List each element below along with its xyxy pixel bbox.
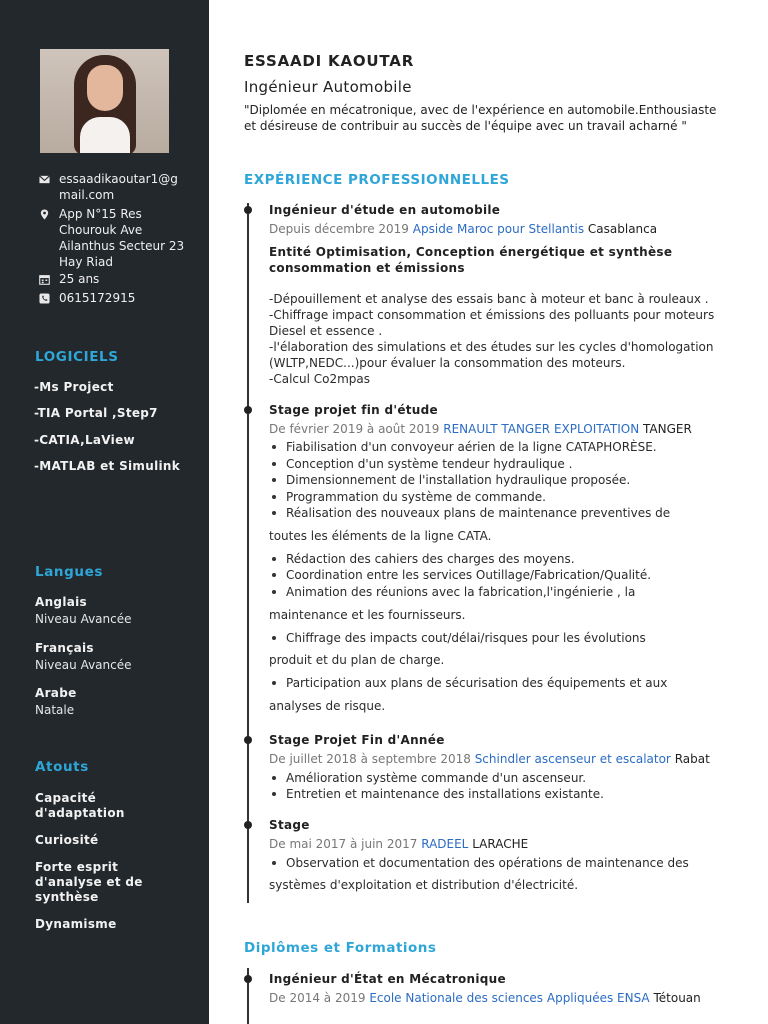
bullet-text: Dimensionnement de l'installation hydraulique proposée. bbox=[286, 473, 631, 487]
bullet-item bbox=[272, 473, 630, 487]
experience-city: TANGER bbox=[643, 422, 692, 436]
language-name: Français bbox=[35, 641, 94, 655]
experience-title: Stage Projet Fin d'Année bbox=[269, 733, 445, 747]
timeline-dot bbox=[244, 206, 252, 214]
software-item: -TIA Portal ,Step7 bbox=[34, 406, 158, 420]
bullet-item bbox=[272, 568, 651, 582]
experience-title: Stage projet fin d'étude bbox=[269, 403, 438, 417]
asset-item: Curiosité bbox=[35, 833, 99, 847]
language-level: Niveau Avancée bbox=[35, 612, 132, 626]
experience-city: LARACHE bbox=[472, 837, 529, 851]
bullet-text: Entretien et maintenance des installations existante. bbox=[286, 787, 604, 801]
bullet-item bbox=[272, 676, 667, 690]
education-school: Ecole Nationale des sciences Appliquées ENSA bbox=[369, 991, 650, 1005]
experience-date: De mai 2017 à juin 2017 bbox=[269, 837, 418, 851]
bullet-text: Rédaction des cahiers des charges des moyens. bbox=[286, 552, 575, 566]
experience-city: Casablanca bbox=[587, 222, 658, 236]
education-title: Ingénieur d'État en Mécatronique bbox=[269, 972, 506, 986]
phone-text: 0615172915 bbox=[59, 291, 136, 305]
software-heading: LOGICIELS bbox=[35, 349, 119, 365]
language-name: Anglais bbox=[35, 595, 87, 609]
experience-meta bbox=[269, 752, 710, 766]
timeline-dot bbox=[244, 975, 252, 983]
bullet-item bbox=[272, 506, 670, 520]
experience-meta bbox=[269, 222, 657, 236]
bullet-item bbox=[272, 552, 575, 566]
experience-title: Ingénieur d'étude en automobile bbox=[269, 203, 501, 217]
experience-city: Rabat bbox=[674, 752, 710, 766]
bullet-item bbox=[272, 631, 646, 645]
experience-subtitle: Entité Optimisation, Conception énergétique et synthèse consommation et émissions bbox=[269, 245, 673, 275]
bullet-text: Animation des réunions avec la fabrication,l'ingénierie , la bbox=[286, 585, 636, 599]
bullet-text: Conception d'un système tendeur hydraulique . bbox=[286, 457, 573, 471]
age-text: 25 ans bbox=[59, 272, 100, 286]
education-heading: Diplômes et Formations bbox=[244, 940, 437, 956]
candidate-name: ESSAADI KAOUTAR bbox=[244, 52, 415, 70]
experience-company: Apside Maroc pour Stellantis bbox=[412, 222, 585, 236]
bullet-continuation: systèmes d'exploitation et distribution d'électricité. bbox=[269, 878, 579, 892]
job-title: Ingénieur Automobile bbox=[244, 78, 412, 96]
experience-meta bbox=[269, 837, 528, 851]
bullet-text: Programmation du système de commande. bbox=[286, 490, 546, 504]
experience-company: RENAULT TANGER EXPLOITATION bbox=[443, 422, 640, 436]
education-city: Tétouan bbox=[653, 991, 701, 1005]
contact-age bbox=[36, 271, 186, 287]
bullet-item bbox=[272, 787, 604, 801]
experience-title: Stage bbox=[269, 818, 310, 832]
experience-heading: EXPÉRIENCE PROFESSIONNELLES bbox=[244, 172, 510, 188]
contact-phone bbox=[36, 290, 186, 306]
mail-icon bbox=[36, 171, 52, 203]
bullet-text: Réalisation des nouveaux plans de maintenance preventives de bbox=[286, 506, 671, 520]
timeline-dot bbox=[244, 821, 252, 829]
experience-timeline bbox=[247, 203, 249, 903]
phone-icon bbox=[36, 290, 52, 306]
language-name: Arabe bbox=[35, 686, 77, 700]
calendar-icon bbox=[36, 271, 52, 287]
contact-address bbox=[36, 206, 186, 270]
bullet-text: Observation et documentation des opérations de maintenance des bbox=[286, 856, 689, 870]
experience-date: De février 2019 à août 2019 bbox=[269, 422, 440, 436]
bullet-continuation: maintenance et les fournisseurs. bbox=[269, 608, 466, 622]
bullet-text: Fiabilisation d'un convoyeur aérien de la ligne CATAPHORÈSE. bbox=[286, 440, 657, 454]
contact-email bbox=[36, 171, 186, 203]
asset-item: Forte esprit d'analyse et de synthèse bbox=[35, 860, 143, 904]
language-level: Natale bbox=[35, 703, 75, 717]
experience-company: Schindler ascenseur et escalator bbox=[474, 752, 671, 766]
bullet-item bbox=[272, 585, 635, 599]
bullet-text: Coordination entre les services Outillage/Fabrication/Qualité. bbox=[286, 568, 652, 582]
bullet-item bbox=[272, 457, 572, 471]
asset-item: Dynamisme bbox=[35, 917, 117, 931]
software-item: -CATIA,LaView bbox=[34, 433, 135, 447]
timeline-dot bbox=[244, 406, 252, 414]
software-item: -MATLAB et Simulink bbox=[34, 459, 181, 473]
location-icon bbox=[36, 206, 52, 270]
bullet-continuation: toutes les éléments de la ligne CATA. bbox=[269, 529, 492, 543]
sidebar bbox=[0, 0, 209, 1024]
assets-heading: Atouts bbox=[35, 759, 89, 775]
profile-summary: "Diplomée en mécatronique, avec de l'expérience en automobile.Enthousiaste et désireuse de contribuir au succès de l'équipe avec un travail acharné " bbox=[244, 103, 717, 133]
email-text: essaadikaoutar1@gmail.com bbox=[59, 172, 178, 202]
software-item: -Ms Project bbox=[34, 380, 114, 394]
languages-heading: Langues bbox=[35, 564, 103, 580]
asset-item: Capacité d'adaptation bbox=[35, 791, 125, 820]
bullet-item bbox=[272, 440, 657, 454]
bullet-item bbox=[272, 856, 689, 870]
address-text: App N°15 Res Chourouk Ave Ailanthus Secteur 23 Hay Riad bbox=[59, 207, 185, 269]
bullet-item bbox=[272, 771, 586, 785]
experience-date: De juillet 2018 à septembre 2018 bbox=[269, 752, 471, 766]
education-meta bbox=[269, 991, 701, 1005]
bullet-continuation: analyses de risque. bbox=[269, 699, 386, 713]
language-level: Niveau Avancée bbox=[35, 658, 132, 672]
bullet-item bbox=[272, 490, 546, 504]
experience-date: Depuis décembre 2019 bbox=[269, 222, 409, 236]
education-date: De 2014 à 2019 bbox=[269, 991, 366, 1005]
experience-meta bbox=[269, 422, 692, 436]
bullet-text: Chiffrage des impacts cout/délai/risques pour les évolutions bbox=[286, 631, 646, 645]
bullet-text: Amélioration système commande d'un ascenseur. bbox=[286, 771, 587, 785]
profile-photo bbox=[40, 49, 169, 153]
experience-description: -Dépouillement et analyse des essais banc à moteur et banc à rouleaux . -Chiffrage impact consommation et émissions des polluants pour moteurs Diesel et essence . -l'élaboration des simulations et des études sur les cycles d'homologation (WLTP,NEDC...)pour évaluer la consommation des moteurs. -Calcul Co2mpas bbox=[269, 292, 715, 386]
bullet-continuation: produit et du plan de charge. bbox=[269, 653, 445, 667]
bullet-text: Participation aux plans de sécurisation des équipements et aux bbox=[286, 676, 668, 690]
timeline-dot bbox=[244, 736, 252, 744]
experience-company: RADEEL bbox=[421, 837, 469, 851]
